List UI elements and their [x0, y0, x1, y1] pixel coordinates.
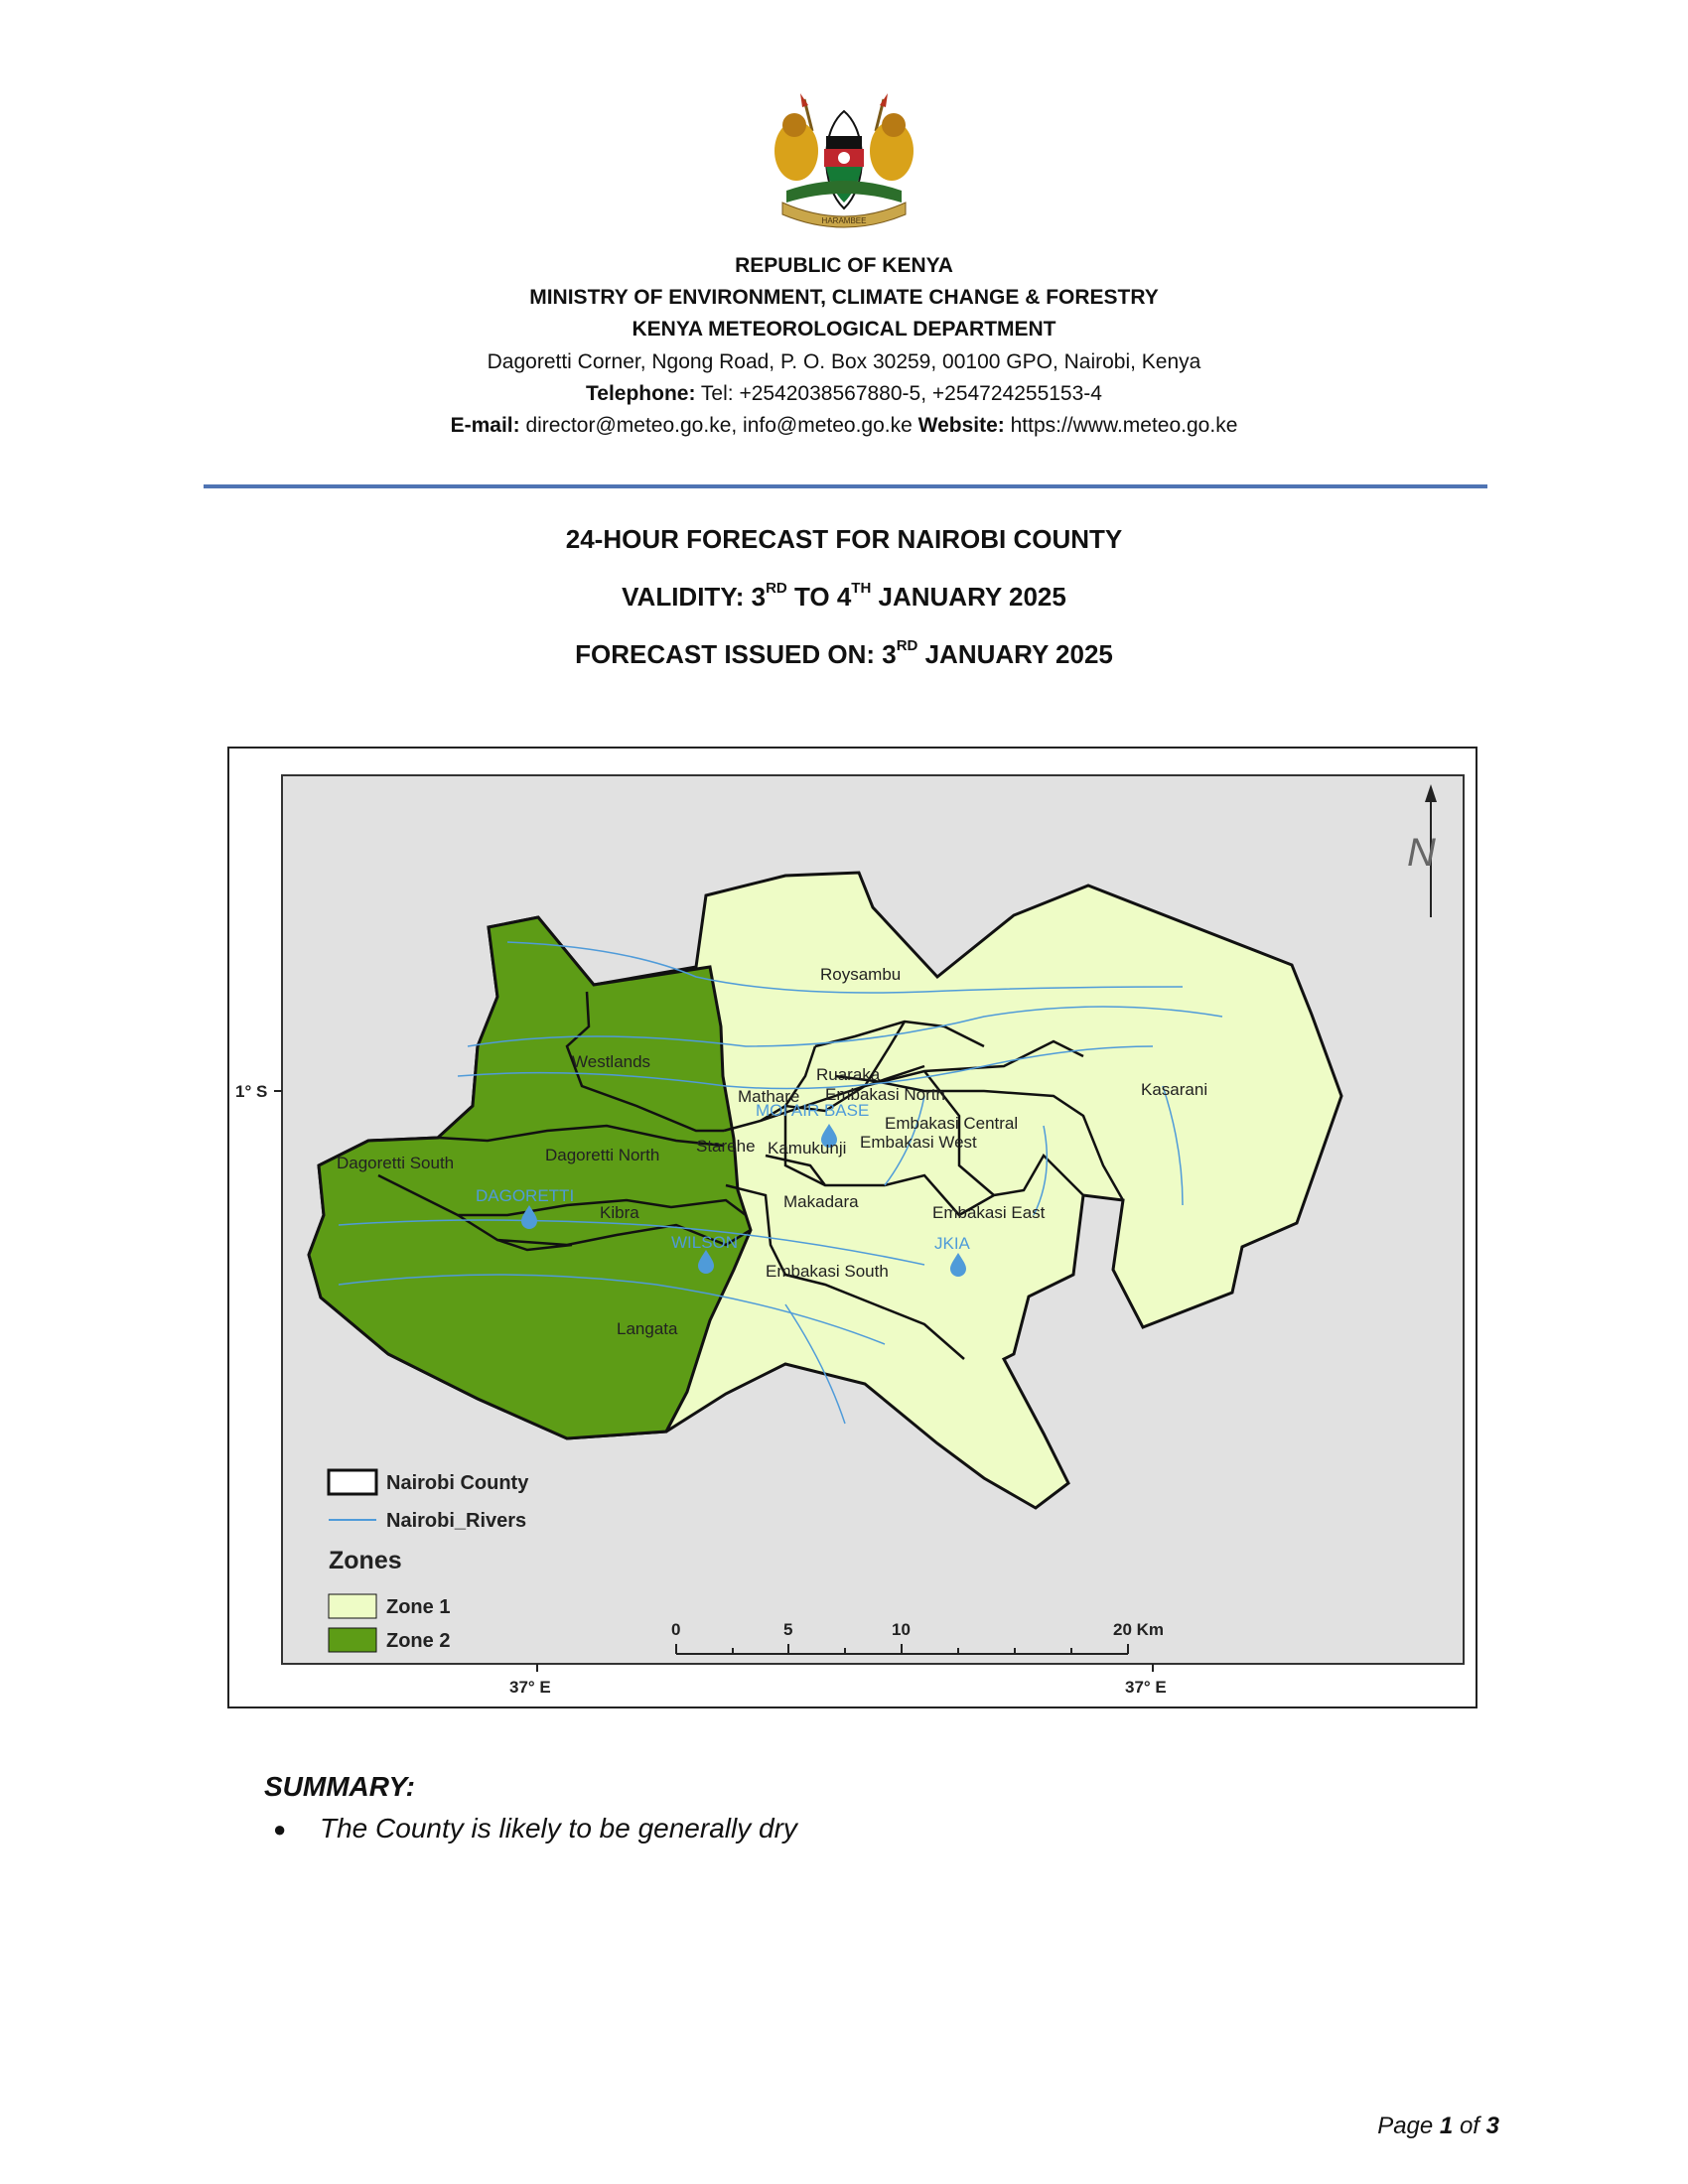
ministry-line: MINISTRY OF ENVIRONMENT, CLIMATE CHANGE & FORESTRY: [529, 286, 1159, 309]
validity-mid: TO 4: [786, 582, 852, 612]
header-divider: [204, 484, 1487, 488]
legend-county-label: Nairobi County: [386, 1472, 529, 1494]
department-line: KENYA METEOROLOGICAL DEPARTMENT: [632, 318, 1056, 341]
scale-tick-label: 20 Km: [1113, 1620, 1165, 1639]
page-total: 3: [1485, 2113, 1499, 2139]
issued-suffix: JANUARY 2025: [917, 639, 1113, 669]
website-value: https://www.meteo.go.ke: [1004, 414, 1238, 437]
validity-suffix: JANUARY 2025: [871, 582, 1066, 612]
summary-item: The County is likely to be generally dry: [320, 1813, 797, 1843]
email-value: director@meteo.go.ke, info@meteo.go.ke: [519, 414, 918, 437]
region-label: Mathare: [738, 1087, 800, 1106]
validity-sup-end: TH: [851, 580, 872, 597]
forecast-title: 24-HOUR FORECAST FOR NAIROBI COUNTY: [565, 524, 1123, 554]
issued-sup: RD: [896, 637, 918, 654]
legend-zone2-swatch: [329, 1628, 376, 1652]
nairobi-zone-map: [229, 749, 1476, 1706]
region-label: Embakasi South: [766, 1262, 889, 1281]
issued-prefix: FORECAST ISSUED ON: 3: [575, 639, 897, 669]
summary-heading: SUMMARY:: [264, 1771, 415, 1802]
station-label: MOI AIR BASE: [756, 1101, 870, 1120]
forecast-map-frame: [227, 747, 1477, 1708]
page-number: [1370, 2113, 1499, 2140]
region-label: Kibra: [600, 1203, 639, 1222]
contact-line: [0, 410, 1688, 442]
validity-line: [0, 582, 1688, 613]
website-label: Website:: [917, 414, 1005, 437]
lat-label: 1° S: [235, 1082, 268, 1101]
region-label: Kamukunji: [768, 1139, 847, 1158]
region-label: Langata: [617, 1319, 678, 1338]
republic-line: REPUBLIC OF KENYA: [735, 254, 953, 277]
north-label: N: [1407, 831, 1436, 875]
svg-text:HARAMBEE: HARAMBEE: [821, 216, 867, 225]
telephone-label: Telephone:: [586, 382, 696, 405]
page-word: Page: [1377, 2113, 1440, 2139]
address-line: Dagoretti Corner, Ngong Road, P. O. Box 30259, 00100 GPO, Nairobi, Kenya: [487, 350, 1201, 373]
region-label: Makadara: [783, 1192, 859, 1211]
region-label: Dagoretti South: [337, 1154, 455, 1172]
scale-tick-label: 0: [671, 1620, 681, 1639]
region-label: Dagoretti North: [545, 1146, 660, 1164]
legend-zone2-label: Zone 2: [386, 1630, 451, 1652]
region-label: Embakasi Central: [885, 1114, 1019, 1133]
legend-rivers-label: Nairobi_Rivers: [386, 1510, 527, 1532]
bullet-icon: ●: [273, 1817, 287, 1842]
region-label: Westlands: [572, 1052, 651, 1071]
region-label: Kasarani: [1141, 1080, 1208, 1099]
station-label: WILSON: [671, 1233, 739, 1252]
legend-zone1-swatch: [329, 1594, 376, 1618]
region-label: Embakasi West: [860, 1133, 977, 1152]
region-label: Embakasi East: [932, 1203, 1046, 1222]
region-label: Embakasi North: [825, 1085, 945, 1104]
legend-county-swatch: [329, 1470, 376, 1494]
scale-tick-label: 5: [783, 1620, 793, 1639]
scale-tick-label: 10: [892, 1620, 911, 1639]
coat-of-arms-emblem: [765, 91, 923, 240]
issued-line: [0, 639, 1688, 670]
email-label: E-mail:: [450, 414, 520, 437]
page-current: 1: [1439, 2113, 1454, 2139]
station-label: DAGORETTI: [476, 1186, 575, 1205]
page-of-word: of: [1453, 2113, 1486, 2139]
station-label: JKIA: [934, 1234, 970, 1253]
lon-label-right: 37° E: [1125, 1678, 1167, 1697]
region-label: Ruaraka: [816, 1065, 881, 1084]
region-label: Starehe: [696, 1137, 756, 1156]
telephone-value: Tel: +2542038567880-5, +254724255153-4: [695, 382, 1102, 405]
region-label: Roysambu: [820, 965, 902, 984]
validity-prefix: VALIDITY: 3: [622, 582, 767, 612]
legend-zones-title: Zones: [329, 1547, 402, 1574]
validity-sup-start: RD: [766, 580, 787, 597]
lon-label-left: 37° E: [509, 1678, 551, 1697]
legend-zone1-label: Zone 1: [386, 1596, 451, 1618]
telephone-line: [0, 378, 1688, 410]
